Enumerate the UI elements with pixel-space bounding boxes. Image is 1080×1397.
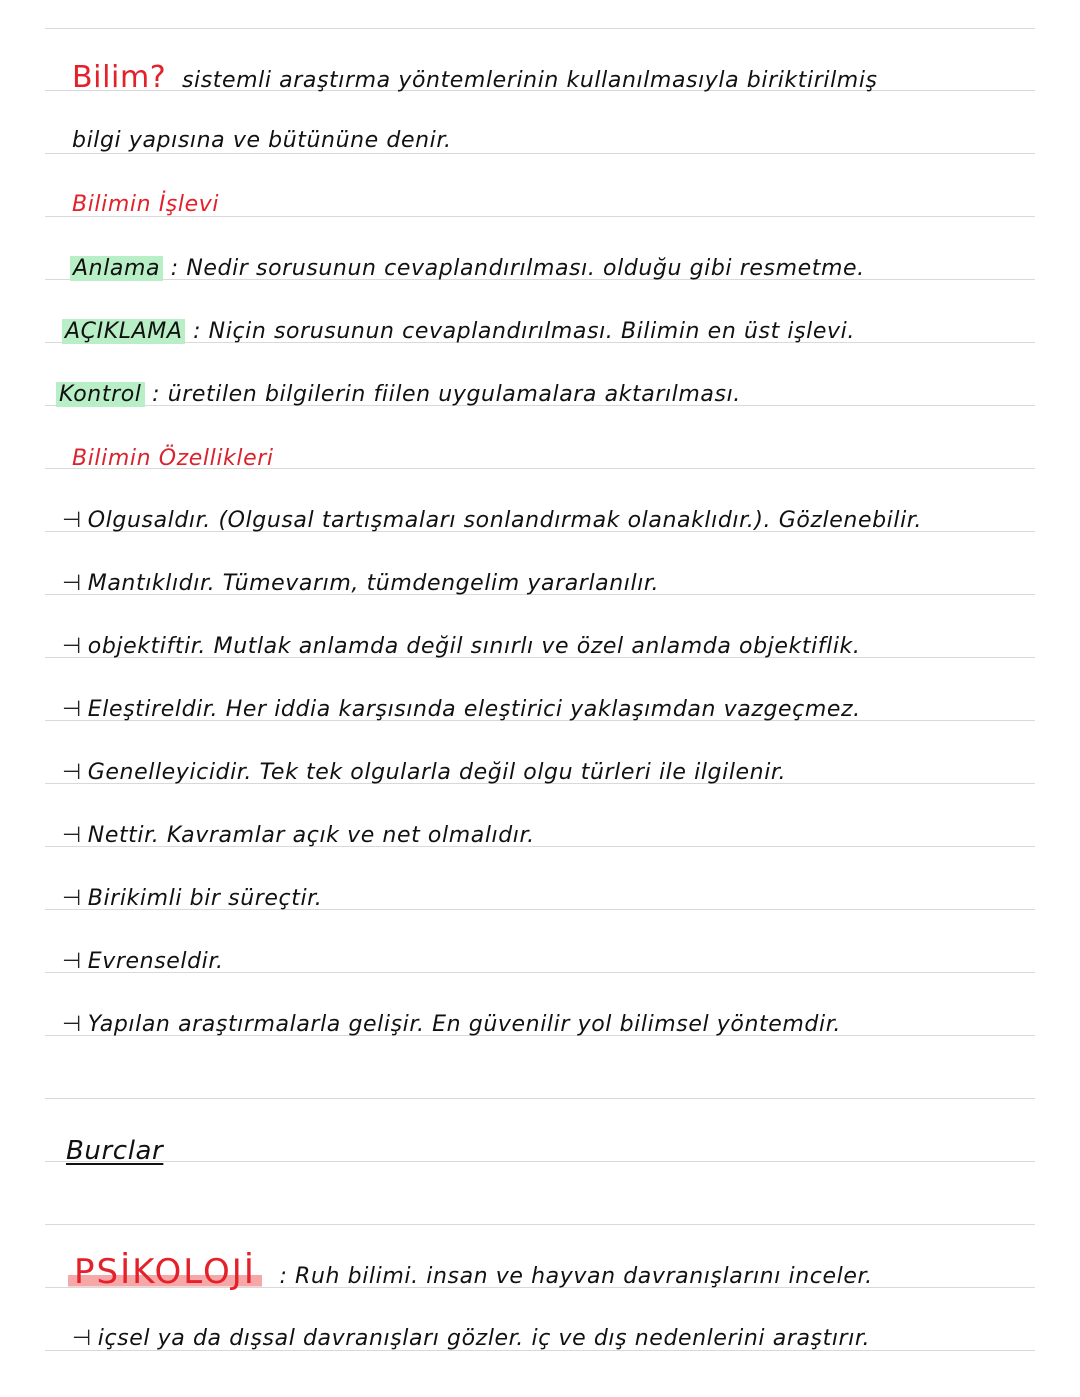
psikoloji-text: içsel ya da dışsal davranışları gözler. iç ve dış nedenlerini araştırır.	[97, 1326, 871, 1351]
function-item	[0, 319, 1080, 344]
arrow-icon: ⊣	[62, 571, 82, 596]
feature-item	[0, 760, 1080, 785]
psikoloji-line	[0, 1252, 1080, 1292]
arrow-icon: ⊣	[62, 949, 82, 974]
ruled-line	[45, 1224, 1035, 1225]
arrow-icon: ⊣	[62, 1012, 82, 1037]
function-sep: :	[152, 382, 161, 407]
feature-item	[0, 571, 1080, 596]
arrow-icon: ⊣	[62, 508, 82, 533]
feature-text: Genelleyicidir. Tek tek olgularla değil olgu türleri ile ilgilenir.	[87, 760, 787, 785]
feature-text: Mantıklıdır. Tümevarım, tümdengelim yararlanılır.	[87, 571, 660, 596]
feature-item	[0, 1012, 1080, 1037]
psikoloji-item	[0, 1326, 1080, 1351]
function-item	[0, 382, 1080, 407]
function-text: Nedir sorusunun cevaplandırılması. olduğu gibi resmetme.	[186, 256, 865, 281]
function-label: Anlama	[70, 256, 163, 281]
arrow-icon: ⊣	[62, 886, 82, 911]
ruled-line	[45, 28, 1035, 29]
ruled-line	[45, 153, 1035, 154]
psikoloji-definition: : Ruh bilimi. insan ve hayvan davranışlarını inceler.	[279, 1264, 873, 1289]
intro-line-1	[0, 60, 1080, 95]
feature-text: Olgusaldır. (Olgusal tartışmaları sonlandırmak olanaklıdır.). Gözlenebilir.	[87, 508, 923, 533]
functions-heading: Bilimin İşlevi	[72, 192, 220, 217]
ruled-line	[45, 1098, 1035, 1099]
intro-line-2	[0, 128, 1080, 153]
feature-item	[0, 508, 1080, 533]
feature-item	[0, 634, 1080, 659]
arrow-icon: ⊣	[62, 823, 82, 848]
function-label: AÇIKLAMA	[62, 319, 185, 344]
feature-text: Eleştireldir. Her iddia karşısında eleştirici yaklaşımdan vazgeçmez.	[87, 697, 861, 722]
intro-text: sistemli araştırma yöntemlerinin kullanılmasıyla biriktirilmiş	[181, 68, 878, 93]
feature-item	[0, 886, 1080, 911]
feature-item	[0, 697, 1080, 722]
feature-text: objektiftir. Mutlak anlamda değil sınırlı ve özel anlamda objektiflik.	[87, 634, 861, 659]
function-item	[0, 256, 1080, 281]
feature-text: Yapılan araştırmalarla gelişir. En güvenilir yol bilimsel yöntemdir.	[87, 1012, 841, 1037]
psikoloji-title: PSİKOLOJİ	[68, 1252, 262, 1292]
function-sep: :	[170, 256, 179, 281]
intro-text-2: bilgi yapısına ve bütününe denir.	[72, 128, 452, 153]
function-text: üretilen bilgilerin fiilen uygulamalara aktarılması.	[167, 382, 741, 407]
arrow-icon: ⊣	[62, 634, 82, 659]
function-sep: :	[193, 319, 202, 344]
features-heading: Bilimin Özellikleri	[72, 446, 274, 471]
function-text: Niçin sorusunun cevaplandırılması. Bilimin en üst işlevi.	[208, 319, 855, 344]
feature-text: Nettir. Kavramlar açık ve net olmalıdır.	[87, 823, 535, 848]
feature-item	[0, 949, 1080, 974]
burclar-heading: Burclar	[66, 1136, 164, 1166]
feature-item	[0, 823, 1080, 848]
feature-text: Birikimli bir süreçtir.	[87, 886, 323, 911]
arrow-icon: ⊣	[62, 760, 82, 785]
arrow-icon: ⊣	[72, 1326, 92, 1351]
arrow-icon: ⊣	[62, 697, 82, 722]
feature-text: Evrenseldir.	[87, 949, 224, 974]
function-label: Kontrol	[56, 382, 145, 407]
bilim-title: Bilim?	[72, 60, 167, 95]
